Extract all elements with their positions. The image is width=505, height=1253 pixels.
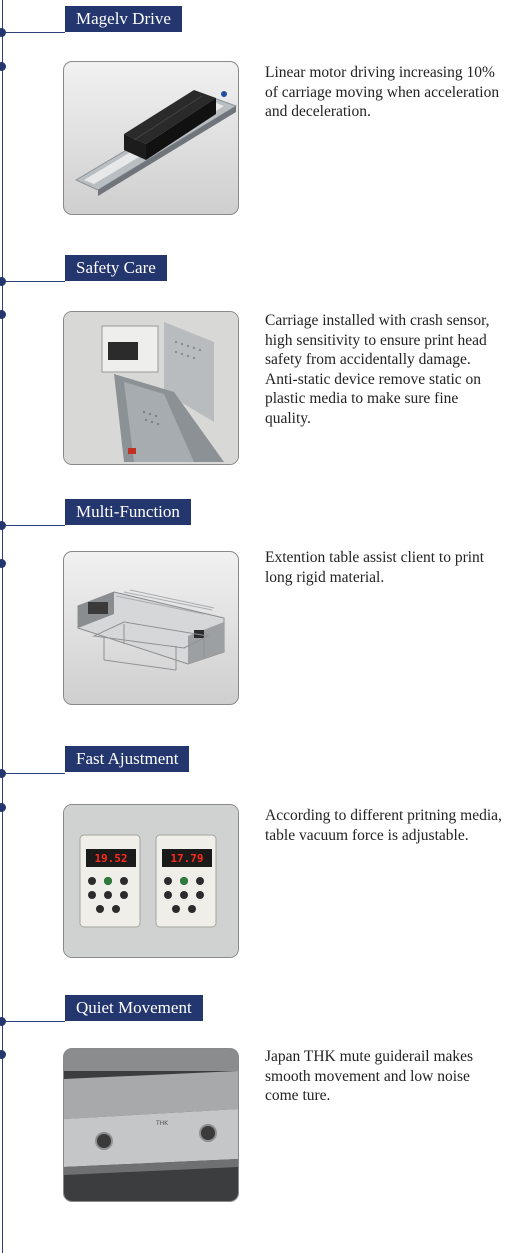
feature-title: Multi-Function xyxy=(65,499,191,525)
timeline-dot xyxy=(0,769,6,778)
tag-connector-line xyxy=(2,773,65,774)
display-readout-right: 17.79 xyxy=(170,852,204,865)
tag-connector-line xyxy=(2,281,65,282)
guiderail-image xyxy=(63,1048,239,1202)
timeline-dot xyxy=(0,310,6,319)
carriage-sensor-image xyxy=(63,311,239,465)
feature-description: Linear motor driving increasing 10% of carriage moving when acceleration and deceleration. xyxy=(265,64,500,120)
display-readout-left: 19.52 xyxy=(94,852,128,865)
rail-marking: THK xyxy=(156,1120,169,1127)
timeline-dot xyxy=(0,1050,6,1059)
feature-magelv-drive xyxy=(0,6,505,246)
timeline-dot xyxy=(0,62,6,71)
timeline-dot xyxy=(0,559,6,568)
feature-quiet-movement xyxy=(0,995,505,1235)
feature-description: According to different pritning media, table vacuum force is adjustable. xyxy=(265,807,502,844)
timeline-dot xyxy=(0,1017,6,1026)
feature-title: Fast Ajustment xyxy=(65,746,189,772)
tag-connector-line xyxy=(2,525,65,526)
feature-title: Quiet Movement xyxy=(65,995,203,1021)
linear-motor-image xyxy=(63,61,239,215)
feature-fast-ajustment xyxy=(0,746,505,986)
timeline-dot xyxy=(0,803,6,812)
feature-description: Japan THK mute guiderail makes smooth movement and low noise come ture. xyxy=(265,1048,474,1104)
extension-table-image xyxy=(63,551,239,705)
feature-description: Extention table assist client to print long rigid material. xyxy=(265,549,485,586)
feature-description: Carriage installed with crash sensor, high sensitivity to ensure print head safety from accidentally damage. Anti-static device remove static on plastic media to make sure fine quality. xyxy=(265,312,490,427)
tag-connector-line xyxy=(2,1021,65,1022)
vacuum-controller-image xyxy=(63,804,239,958)
feature-multi-function xyxy=(0,499,505,739)
feature-title: Safety Care xyxy=(65,255,167,281)
timeline-dot xyxy=(0,28,6,37)
timeline-dot xyxy=(0,277,6,286)
timeline-dot xyxy=(0,521,6,530)
tag-connector-line xyxy=(2,32,65,33)
feature-title: Magelv Drive xyxy=(65,6,182,32)
feature-safety-care xyxy=(0,255,505,495)
